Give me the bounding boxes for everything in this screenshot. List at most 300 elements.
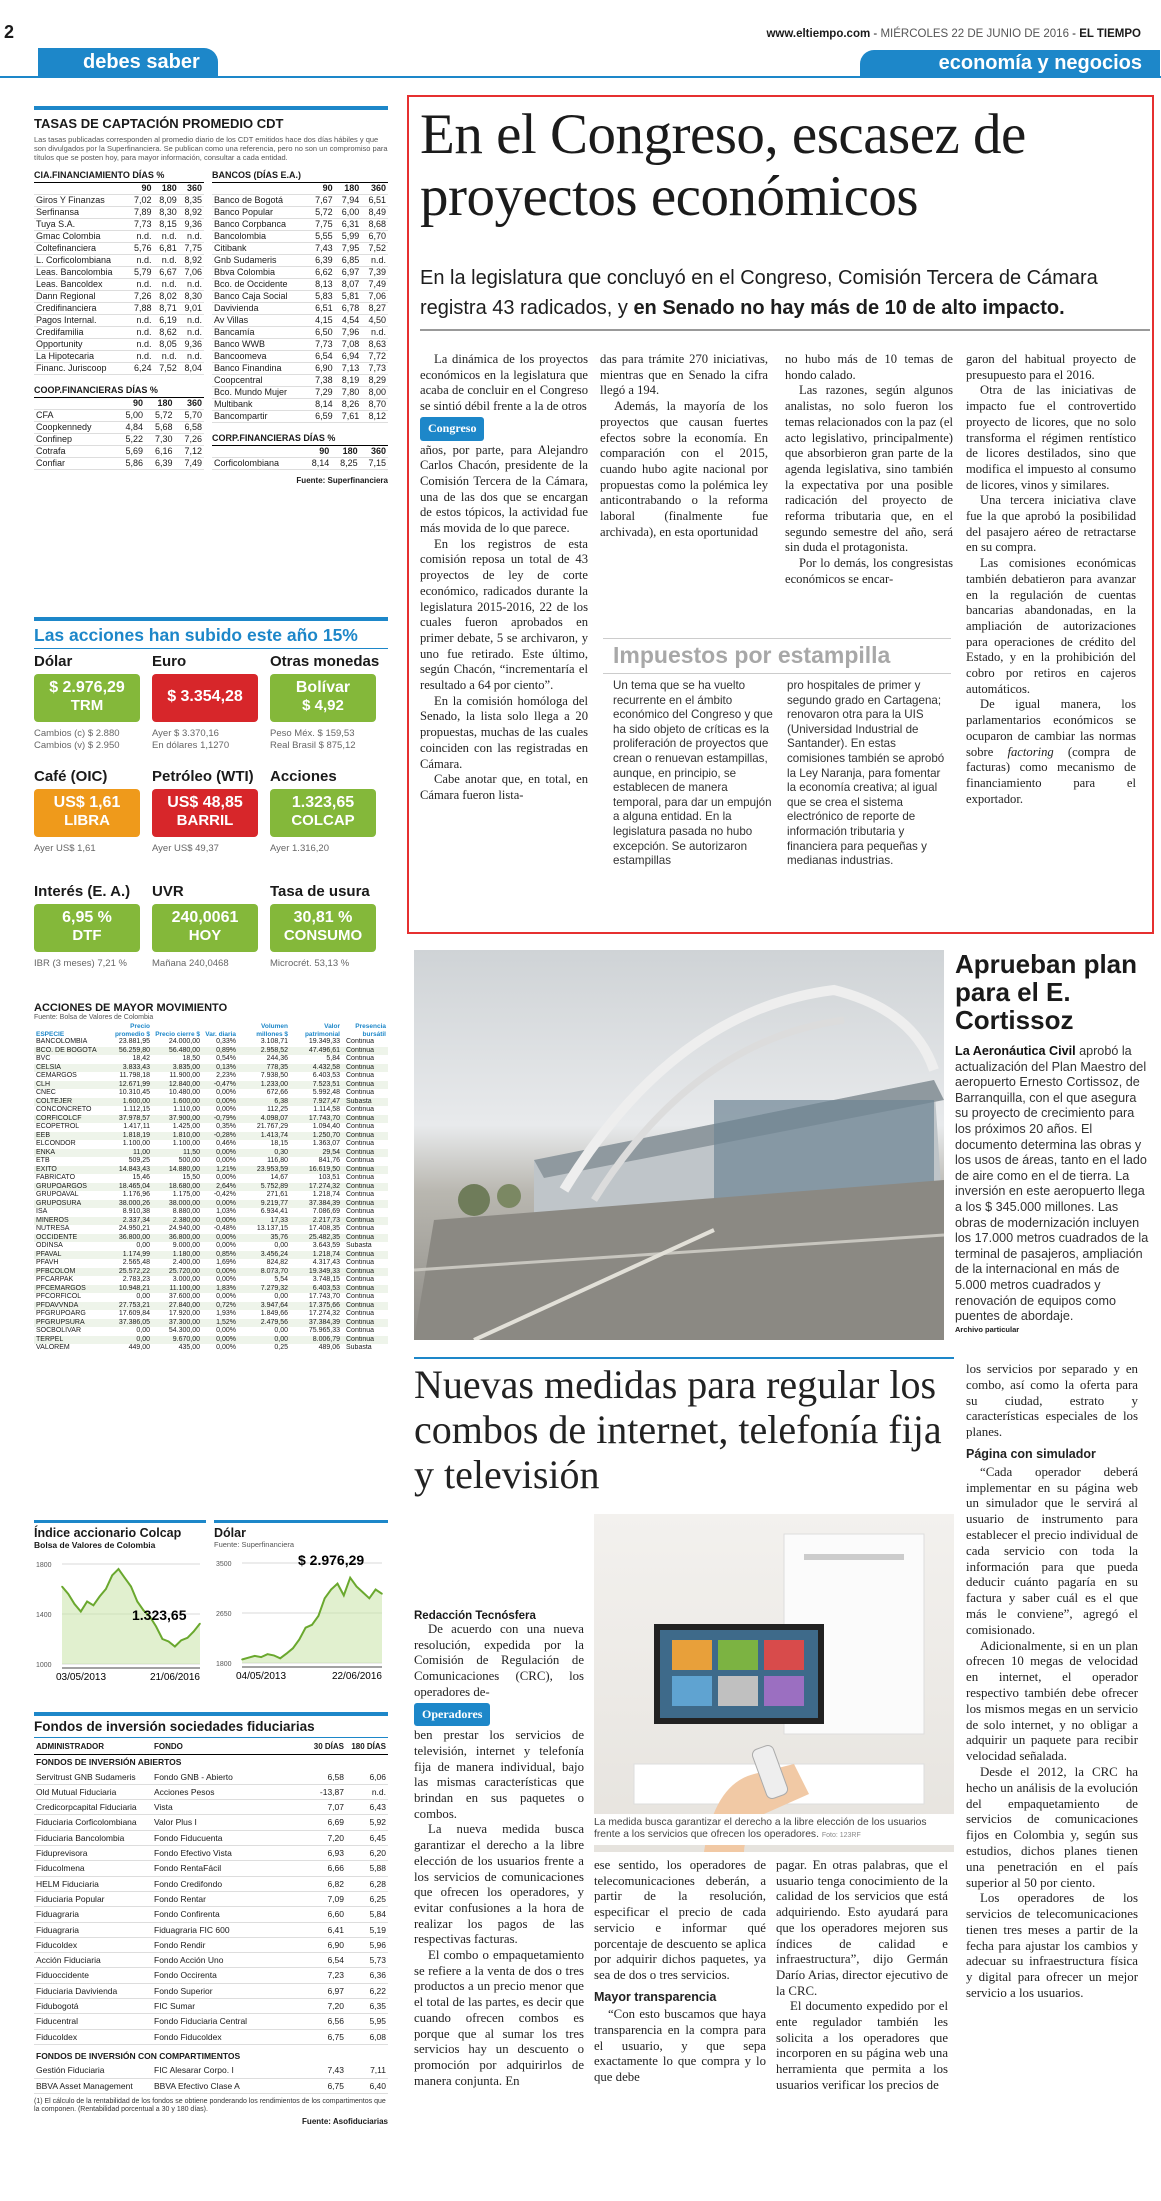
- data-point: [311, 1624, 313, 1626]
- bancos-row-cell: Multibank: [212, 399, 308, 411]
- acciones-row-cell: 1.218,74: [312, 1191, 340, 1198]
- cia-row-cell: Leas. Bancoldex: [34, 279, 128, 291]
- acciones-row-cell: 17.609,84: [118, 1310, 150, 1317]
- acciones-row-cell: 1.094,40: [312, 1123, 340, 1130]
- coop-row-cell: 6,39: [145, 458, 174, 470]
- cia-row: [34, 243, 204, 255]
- acciones-row-cell: 11,00: [100, 1149, 152, 1158]
- fondos-col-header: 30 DÍAS: [313, 1742, 344, 1751]
- indicator-value-box: [152, 904, 258, 952]
- cia-header-blank: [34, 183, 128, 195]
- main-c4-p5: De igual manera, los parlamentarios económicos se ocuparon de cambiar las normas sobre factoring (compra de facturas) como mecanismo de financiamiento para el exportador.: [966, 697, 1136, 806]
- cia-row-cell: 9,36: [179, 219, 204, 231]
- header-site: www.eltiempo.com: [766, 28, 871, 40]
- cia-row: [34, 351, 204, 363]
- coop-row-cell: 5,86: [116, 458, 145, 470]
- acciones-row-cell: 0,00: [274, 1293, 288, 1300]
- fondos-row-cell: 7,11: [346, 2063, 388, 2078]
- acciones-row-cell: 36.800,00: [152, 1234, 202, 1243]
- indicator-label: Petróleo (WTI): [152, 768, 254, 785]
- bancos-row: [212, 219, 388, 231]
- acciones-row-cell: 7.086,69: [312, 1208, 340, 1215]
- acciones-row-cell: 0,00%: [216, 1293, 236, 1300]
- y-tick-label: 1800: [216, 1661, 232, 1668]
- corp-table: [212, 446, 388, 470]
- data-point: [93, 1604, 95, 1606]
- acciones-row-cell: NUTRESA: [36, 1225, 70, 1232]
- acciones-row-cell: 3.108,71: [260, 1038, 288, 1045]
- bancos-row-cell: 6,78: [335, 303, 362, 315]
- bancos-row-cell: 6,97: [335, 267, 362, 279]
- cia-row: [34, 207, 204, 219]
- bancos-row-cell: 6,00: [335, 207, 362, 219]
- main-col-4: [966, 352, 1136, 807]
- indicator-value-box: [34, 789, 140, 837]
- acciones-row-cell: 75.965,33: [308, 1327, 340, 1334]
- cia-row: [34, 219, 204, 231]
- acciones-row: [34, 1242, 388, 1251]
- cia-row-cell: n.d.: [179, 231, 204, 243]
- cia-row-cell: La Hipotecaria: [34, 351, 128, 363]
- acciones-row-cell: 36.800,00: [100, 1234, 152, 1243]
- fondos-row: [34, 1770, 388, 1785]
- acciones-row-cell: 7.279,32: [238, 1285, 290, 1294]
- bancos-row: [212, 363, 388, 375]
- acciones-row: [34, 1174, 388, 1183]
- coop-row: [34, 458, 204, 470]
- main-c4-p4: Las comisiones económicas también debatieron para avanzar en la regulación de cuentas bancarias abandonadas, en la ampliación de autorizaciones para operaciones de crédito del Estado, y en la prohibición del cobro por retiros en cajeros automáticos.: [966, 556, 1136, 696]
- cia-row-cell: 8,92: [179, 207, 204, 219]
- y-tick-label: 3500: [216, 1561, 232, 1568]
- acciones-row-cell: 10.480,00: [168, 1089, 200, 1096]
- acciones-row: [34, 1208, 388, 1217]
- indicator-meta: [152, 728, 270, 752]
- acciones-table: [34, 1023, 388, 1353]
- acciones-row: [34, 1259, 388, 1268]
- bancos-row-cell: Banco Popular: [212, 207, 308, 219]
- bancos-row-cell: 7,94: [335, 195, 362, 207]
- bancos-header-cell: 180: [335, 183, 362, 195]
- acciones-row: [34, 1038, 388, 1047]
- coop-row-cell: 7,12: [175, 446, 205, 458]
- acciones-row-cell: 0,13%: [202, 1064, 238, 1073]
- cia-row-cell: n.d.: [179, 351, 204, 363]
- acciones-row-cell: -0,48%: [213, 1225, 236, 1232]
- acciones-row-cell: PFBCOLOM: [34, 1268, 100, 1277]
- acciones-row-cell: Continua: [342, 1234, 388, 1243]
- data-point: [381, 1593, 383, 1595]
- acciones-row-cell: PFGRUPSURA: [34, 1319, 100, 1328]
- bancos-row-cell: Bancamía: [212, 327, 308, 339]
- bancos-header: [212, 183, 388, 195]
- fondos-row: [34, 2029, 388, 2044]
- acciones-row-cell: Continua: [346, 1055, 375, 1062]
- cia-row-cell: 8,71: [154, 303, 179, 315]
- bancos-row-cell: 7,72: [361, 351, 388, 363]
- acciones-row-cell: 0,00%: [216, 1344, 236, 1351]
- fondos-row-cell: 5,84: [346, 1907, 388, 1922]
- cia-row-cell: 8,62: [154, 327, 179, 339]
- acciones-row-cell: 1,69%: [216, 1259, 236, 1266]
- cia-row: [34, 339, 204, 351]
- cia-row-cell: n.d.: [154, 279, 179, 291]
- cia-row: [34, 195, 204, 207]
- section-label-left: debes saber: [83, 51, 200, 73]
- indicator-main: 30,81 %: [293, 909, 353, 926]
- acciones-row-cell: 8.006,79: [290, 1336, 342, 1345]
- cia-row-cell: n.d.: [128, 327, 153, 339]
- colcap-subtitle: Bolsa de Valores de Colombia: [34, 1540, 156, 1550]
- cia-row-cell: Credifinanciera: [34, 303, 128, 315]
- fondos-row-cell: FIC Alesarar Corpo. I: [152, 2063, 300, 2078]
- fondos-row-cell: Servitrust GNB Sudameris: [34, 1770, 152, 1785]
- acciones-row-cell: 0,00%: [216, 1157, 236, 1164]
- indicator-interes: [34, 883, 152, 994]
- fondos-row-cell: 6,22: [346, 1983, 388, 1998]
- combos-col-1: [414, 1610, 584, 2089]
- acciones-row-cell: 8.073,70: [238, 1268, 290, 1277]
- bancos-row-cell: Gnb Sudameris: [212, 255, 308, 267]
- acciones-row-cell: 6.403,53: [290, 1285, 342, 1294]
- bancos-row-cell: Citibank: [212, 243, 308, 255]
- acciones-row-cell: 449,00: [128, 1344, 150, 1351]
- bancos-row-cell: Bbva Colombia: [212, 267, 308, 279]
- fondos-sec1: FONDOS DE INVERSIÓN ABIERTOS: [34, 1755, 388, 1770]
- acciones-row-cell: -0,47%: [202, 1081, 238, 1090]
- bancos-row-cell: Bco. Mundo Mujer: [212, 387, 308, 399]
- acciones-col-header: Valor patrimonial: [304, 1023, 340, 1038]
- fondos-table: [34, 1740, 388, 2094]
- fondos-col-header: 180 DÍAS: [351, 1742, 386, 1751]
- main-col-2: [600, 352, 768, 540]
- bancos-row: [212, 231, 388, 243]
- bancos-row-cell: 6,39: [308, 255, 335, 267]
- cia-row-cell: n.d.: [179, 327, 204, 339]
- combos-subhead-1: Mayor transparencia: [594, 1989, 717, 2004]
- acciones-row-cell: 0,54%: [216, 1055, 236, 1062]
- fondos-row-cell: 5,92: [346, 1815, 388, 1830]
- main-c3-p3: Por lo demás, los congresistas económicos se encar-: [785, 556, 953, 586]
- acciones-row-cell: 841,76: [318, 1157, 340, 1164]
- acciones-row-cell: 0,00%: [202, 1200, 238, 1209]
- acciones-row-cell: 1.100,00: [122, 1140, 150, 1147]
- acciones-row-cell: 6.403,53: [312, 1072, 340, 1079]
- acciones-row-cell: 27.840,00: [152, 1302, 202, 1311]
- data-point: [67, 1593, 69, 1595]
- fondos-row-cell: Fiduagraria: [34, 1907, 152, 1922]
- indicator-otras: [270, 653, 388, 764]
- indicator-value-box: [34, 674, 140, 722]
- acciones-row-cell: 1.114,58: [313, 1106, 340, 1113]
- main-c2-p1: das para trámite 270 iniciativas, mientras que en Senado la cifra llegó a 194.: [600, 352, 768, 398]
- acciones-row-cell: PFCORFICOL: [36, 1293, 82, 1300]
- cia-row-cell: Financ. Juriscoop: [34, 363, 128, 375]
- acciones-row-cell: BVC: [36, 1055, 51, 1062]
- indicator-sub: DTF: [72, 927, 102, 944]
- fondos-row-cell: Vista: [152, 1800, 300, 1815]
- acciones-row-cell: 0,00: [274, 1242, 288, 1249]
- acciones-row-cell: 35,76: [238, 1234, 290, 1243]
- cia-table: [34, 183, 204, 375]
- fondos-row-cell: Fondo Credifondo: [152, 1876, 300, 1891]
- tv-illustration: [594, 1514, 954, 1852]
- acciones-row-cell: 25.720,00: [152, 1268, 202, 1277]
- acciones-row: [34, 1302, 388, 1311]
- acciones-row-cell: 0,30: [238, 1149, 290, 1158]
- indicator-meta: [152, 958, 270, 970]
- data-point: [343, 1595, 345, 1597]
- fondos-row-cell: Gestión Fiduciaria: [34, 2063, 152, 2078]
- bancos-header-cell: 360: [361, 183, 388, 195]
- acciones-row-cell: -0,28%: [202, 1132, 238, 1141]
- indicator-sub: CONSUMO: [283, 927, 363, 944]
- acciones-row-cell: CELSIA: [34, 1064, 100, 1073]
- coop-header-blank: [34, 398, 116, 410]
- acciones-row-cell: 12.840,00: [152, 1081, 202, 1090]
- cia-row-cell: 8,92: [179, 255, 204, 267]
- acciones-row-cell: 1.233,00: [238, 1081, 290, 1090]
- acciones-row-cell: 116,80: [267, 1157, 288, 1164]
- data-point: [286, 1653, 288, 1655]
- bancos-row: [212, 303, 388, 315]
- data-point: [74, 1603, 76, 1605]
- colcap-chart: [34, 1520, 206, 1698]
- fondos-row-cell: 6,36: [346, 1968, 388, 1983]
- acciones-row-cell: 9.670,00: [152, 1336, 202, 1345]
- cia-row-cell: n.d.: [154, 351, 179, 363]
- acciones-row: [34, 1064, 388, 1073]
- fondos-row: [34, 1968, 388, 1983]
- acciones-row-cell: 17.743,70: [290, 1115, 342, 1124]
- data-point: [155, 1626, 157, 1628]
- cia-row: [34, 255, 204, 267]
- acciones-row: [34, 1183, 388, 1192]
- cia-row: [34, 291, 204, 303]
- acciones-row: [34, 1047, 388, 1056]
- bancos-row-cell: 5,55: [308, 231, 335, 243]
- fondos-row-cell: Fondo Fiducoldex: [152, 2029, 300, 2044]
- bancos-row: [212, 339, 388, 351]
- fondos-row-cell: 6,40: [346, 2078, 388, 2093]
- indicator-usura: [270, 883, 388, 994]
- indicator-sub: BARRIL: [176, 812, 234, 829]
- bancos-row-cell: 7,96: [335, 327, 362, 339]
- coop-row-cell: 5,70: [175, 410, 205, 422]
- acciones-row-cell: Continua: [346, 1310, 375, 1317]
- fondos-row-cell: 7,20: [300, 1830, 346, 1845]
- acciones-row-cell: 5.752,89: [238, 1183, 290, 1192]
- data-point: [124, 1577, 126, 1579]
- cia-row-cell: 9,01: [179, 303, 204, 315]
- combos-p3: El combo o empaquetamiento se refiere a la venta de dos o tres productos a un precio menor que el total de las partes, es decir que cuando ofrecen combos es porque que al sumar los tres servicios hay un descuento o promoción por adquirirlos de manera conjunta. En: [414, 1948, 584, 2088]
- fondos-col-header: FONDO: [154, 1742, 183, 1751]
- acciones-row-cell: ELCONDOR: [36, 1140, 76, 1147]
- x-tick-label: 04/05/2013: [236, 1671, 287, 1682]
- acciones-row-cell: 1.810,00: [152, 1132, 202, 1141]
- indicator-main: 240,0061: [171, 909, 239, 926]
- bancos-row-cell: 6,54: [308, 351, 335, 363]
- fondos-row: [34, 1999, 388, 2014]
- acciones-col-header: Var. diaria: [205, 1030, 236, 1038]
- indicator-dolar: [34, 653, 152, 764]
- bancos-row: [212, 411, 388, 423]
- corp-row: [212, 458, 388, 470]
- fondos-row-cell: Fondo Fiducuenta: [152, 1830, 300, 1845]
- acciones-row-cell: 2,64%: [202, 1183, 238, 1192]
- acciones-row-cell: 0,00%: [202, 1217, 238, 1226]
- acciones-row-cell: 3.835,00: [152, 1064, 202, 1073]
- bancos-row-cell: 5,72: [308, 207, 335, 219]
- bancos-row-cell: 7,80: [335, 387, 362, 399]
- acciones-row-cell: PFAVH: [36, 1259, 59, 1266]
- acciones-row-cell: 18.465,04: [100, 1183, 152, 1192]
- cia-header-cell: 360: [179, 183, 204, 195]
- coop-row-cell: Coopkennedy: [34, 422, 116, 434]
- acciones-row-cell: Continua: [346, 1174, 375, 1181]
- acciones-row-cell: MINEROS: [34, 1217, 100, 1226]
- acciones-row-cell: 0,00: [100, 1336, 152, 1345]
- bancos-row-cell: 6,51: [308, 303, 335, 315]
- acciones-row-cell: CONCONCRETO: [36, 1106, 92, 1113]
- coop-title: COOP.FINANCIERAS DÍAS %: [34, 383, 204, 398]
- acciones-row-cell: COLTEJER: [34, 1098, 100, 1107]
- bancos-row: [212, 279, 388, 291]
- acciones-row-cell: 11,50: [152, 1149, 202, 1158]
- acciones-row-cell: 17.743,70: [308, 1293, 340, 1300]
- acciones-row-cell: 37.300,00: [152, 1319, 202, 1328]
- indicator-uvr: [152, 883, 270, 994]
- bancos-row-cell: 7,95: [335, 243, 362, 255]
- acciones-row-cell: 0,72%: [202, 1302, 238, 1311]
- acciones-row-cell: 5,84: [326, 1055, 340, 1062]
- estampilla-box: [603, 638, 951, 910]
- acciones-row-cell: Continua: [342, 1047, 388, 1056]
- bancos-row-cell: 7,75: [308, 219, 335, 231]
- fondos-row-cell: Fondo Acción Uno: [152, 1953, 300, 1968]
- bancos-row-cell: 6,62: [308, 267, 335, 279]
- bancos-row-cell: 7,52: [361, 243, 388, 255]
- indicator-cafe: [34, 768, 152, 879]
- bancos-title: BANCOS (DÍAS E.A.): [212, 168, 388, 183]
- acciones-row-cell: 0,00: [136, 1293, 150, 1300]
- indicators-title: Las acciones han subido este año 15%: [34, 625, 358, 645]
- fondos-row-cell: 6,20: [346, 1846, 388, 1861]
- acciones-row-cell: 37.978,57: [100, 1115, 152, 1124]
- coop-header-cell: 360: [175, 398, 205, 410]
- data-point: [174, 1646, 176, 1648]
- y-tick-label: 2650: [216, 1611, 232, 1618]
- corp-header-cell: 90: [303, 446, 331, 458]
- cia-row-cell: Leas. Bancolombia: [34, 267, 128, 279]
- indicator-sub: LIBRA: [64, 812, 110, 829]
- bancos-row-cell: 6,31: [335, 219, 362, 231]
- bancos-row-cell: Davivienda: [212, 303, 308, 315]
- indicator-sub: COLCAP: [291, 812, 355, 829]
- main-c4-p2: Otra de las iniciativas de impacto fue el controvertido proyecto de licores, que no solo transforma el régimen rentístico de licores destilados, sino que modifica el impuesto al consumo de licores, vinos y similares.: [966, 383, 1136, 492]
- acciones-row-cell: Continua: [342, 1166, 388, 1175]
- indicator-meta: [152, 843, 270, 855]
- acciones-row-cell: 2.479,56: [238, 1319, 290, 1328]
- bancos-row-cell: Banco de Bogotá: [212, 195, 308, 207]
- fondos-row-cell: 6,69: [300, 1815, 346, 1830]
- data-point: [375, 1589, 377, 1591]
- acciones-row-cell: 24.950,21: [118, 1225, 150, 1232]
- indicator-meta-row: Cambios (c) $ 2.880: [34, 728, 120, 739]
- acciones-title: ACCIONES DE MAYOR MOVIMIENTO: [34, 1002, 228, 1014]
- fondos-row-cell: Valor Plus I: [152, 1815, 300, 1830]
- bancos-row-cell: 8,68: [361, 219, 388, 231]
- acciones-row-cell: 19.349,33: [308, 1038, 340, 1045]
- cdt-source: Fuente: Superfinanciera: [296, 476, 388, 485]
- acciones-row-cell: 1.417,11: [123, 1123, 150, 1130]
- acciones-row-cell: ISA: [36, 1208, 48, 1215]
- acciones-row-cell: 38.000,26: [100, 1200, 152, 1209]
- data-point: [99, 1596, 101, 1598]
- bancos-row-cell: 7,08: [335, 339, 362, 351]
- fondos-row-cell: Fiducoldex: [34, 1937, 152, 1952]
- fondos-row-cell: 6,54: [300, 1953, 346, 1968]
- acciones-row: [34, 1285, 388, 1294]
- corp-row-cell: Corficolombiana: [212, 458, 303, 470]
- data-point: [136, 1601, 138, 1603]
- main-c1-p3: En la comisión homóloga del Senado, la lista solo llega a 20 propuestas, muchas de las cuales coinciden con las registradas en Cámara.: [420, 693, 588, 771]
- indicator-value-box: [152, 674, 258, 722]
- bancos-row-cell: 8,29: [361, 375, 388, 387]
- y-tick-label: 1400: [36, 1612, 52, 1619]
- coop-header-cell: 180: [145, 398, 174, 410]
- cia-row-cell: Gmac Colombia: [34, 231, 128, 243]
- acciones-row: [34, 1276, 388, 1285]
- indicator-meta-row: Ayer US$ 1,61: [34, 843, 96, 854]
- acciones-row-cell: 3.748,15: [312, 1276, 340, 1283]
- bancos-row-cell: 8,27: [361, 303, 388, 315]
- bancos-row-cell: 8,07: [335, 279, 362, 291]
- data-point: [368, 1597, 370, 1599]
- y-tick-label: 1000: [36, 1662, 52, 1669]
- fondos-row: [34, 1937, 388, 1952]
- indicator-meta-row: IBR (3 meses) 7,21 %: [34, 958, 127, 969]
- acciones-row-cell: PFCARPAK: [36, 1276, 74, 1283]
- acciones-row: [34, 1344, 388, 1353]
- acciones-row-cell: 17.408,35: [308, 1225, 340, 1232]
- x-tick-label: 21/06/2016: [149, 1672, 200, 1683]
- fondos-row-cell: Old Mutual Fiduciaria: [34, 1784, 152, 1799]
- header-date: MIÉRCOLES 22 DE JUNIO DE 2016: [880, 28, 1069, 40]
- acciones-row-cell: Continua: [342, 1132, 388, 1141]
- acciones-row-cell: Continua: [346, 1072, 375, 1079]
- combos-p2: La nueva medida busca garantizar el derecho a la libre elección de los usuarios frente a los servicios de comunicaciones que ofrecen los operadores, y evitar confusiones a la hora de realizar los pagos de las respectivas facturas.: [414, 1822, 584, 1947]
- fondos-row-cell: Fidubogotá: [34, 1999, 152, 2014]
- cia-row-cell: Opportunity: [34, 339, 128, 351]
- bancos-row-cell: 7,13: [335, 363, 362, 375]
- bancos-row: [212, 327, 388, 339]
- acciones-row-cell: 0,00%: [216, 1242, 236, 1249]
- bancos-row: [212, 351, 388, 363]
- acciones-row-cell: 37.900,00: [152, 1115, 202, 1124]
- cia-row: [34, 363, 204, 375]
- acciones-row-cell: 29,54: [290, 1149, 342, 1158]
- acciones-col-header: ESPECIE: [36, 1030, 65, 1038]
- fondos-row-cell: 6,60: [300, 1907, 346, 1922]
- acciones-row-cell: 489,06: [318, 1344, 340, 1351]
- fondos-row: [34, 1846, 388, 1861]
- fondos-row-cell: 6,06: [346, 1770, 388, 1785]
- coop-row-cell: 4,84: [116, 422, 145, 434]
- acciones-row-cell: 54.300,00: [168, 1327, 200, 1334]
- bancos-row-cell: n.d.: [361, 327, 388, 339]
- acciones-row-cell: BCO. DE BOGOTÁ: [34, 1047, 100, 1056]
- acciones-row-cell: 271,61: [266, 1191, 288, 1198]
